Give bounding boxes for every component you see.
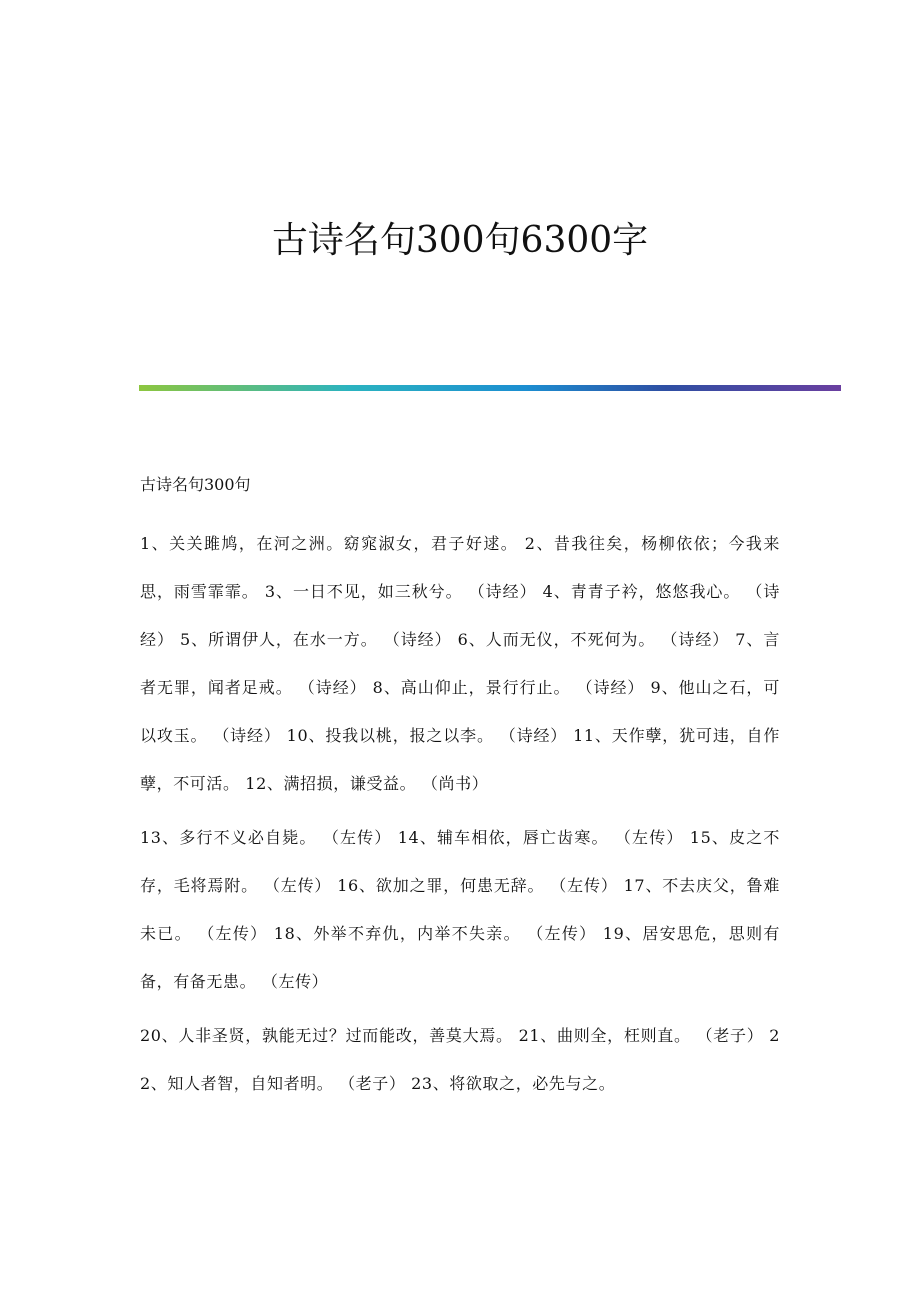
- poem-paragraph-3: 20、人非圣贤，孰能无过？过而能改，善莫大焉。 21、曲则全，枉则直。 （老子） 22、知人者智，自知者明。 （老子） 23、将欲取之，必先与之。: [140, 1026, 780, 1093]
- document-body: [140, 466, 780, 1114]
- poem-paragraph-1: 1、关关雎鸠，在河之洲。窈窕淑女，君子好逑。 2、昔我往矣，杨柳依依；今我来思，雨雪霏霏。 3、一日不见，如三秋兮。 （诗经） 4、青青子衿，悠悠我心。 （诗经） 5、所谓伊人，在水一方。 （诗经） 6、人而无仪，不死何为。 （诗经） 7、言者无罪，闻者足戒。 （诗经） 8、高山仰止，景行行止。 （诗经） 9、他山之石，可以攻玉。 （诗经） 10、投我以桃，报之以李。 （诗经） 11、天作孽，犹可违，自作孽，不可活。 12、满招损，谦受益。 （尚书）: [140, 534, 780, 793]
- poem-paragraph-2: 13、多行不义必自毙。 （左传） 14、辅车相依，唇亡齿寒。 （左传） 15、皮之不存，毛将焉附。 （左传） 16、欲加之罪，何患无辞。 （左传） 17、不去庆父，鲁难未已。 （左传） 18、外举不弃仇，内举不失亲。 （左传） 19、居安思危，思则有备，有备无患。 （左传）: [140, 828, 780, 991]
- section-subtitle: 古诗名句300句: [140, 475, 251, 494]
- document-title: 古诗名句300句6300字: [271, 220, 649, 261]
- gradient-divider: [139, 385, 841, 391]
